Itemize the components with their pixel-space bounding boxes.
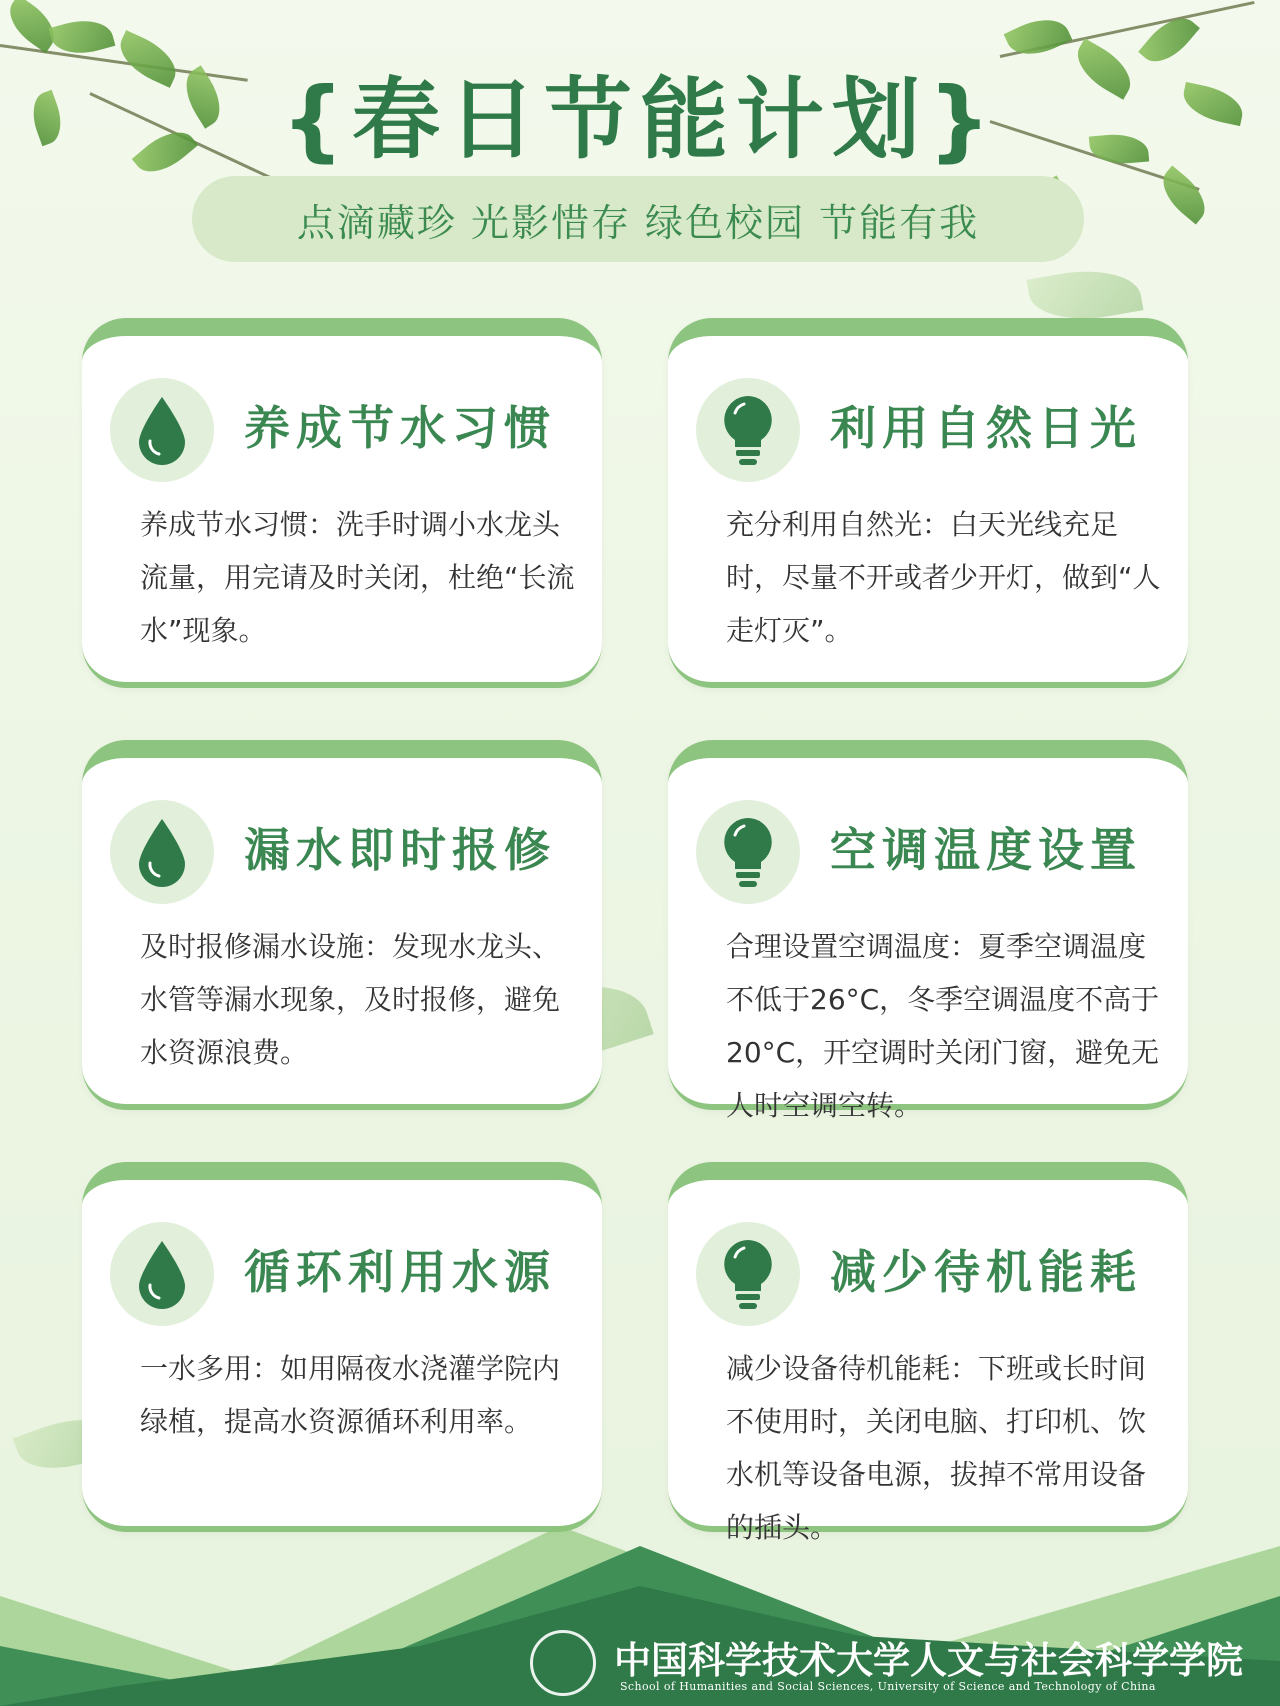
card-text: 及时报修漏水设施：发现水龙头、水管等漏水现象，及时报修，避免水资源浪费。: [140, 930, 561, 1069]
card-title: 漏水即时报修: [244, 823, 556, 877]
slogan-text: 点滴藏珍 光影惜存 绿色校园 节能有我: [296, 200, 980, 245]
icon-badge: [110, 800, 214, 904]
card-text: 养成节水习惯：洗手时调小水龙头流量，用完请及时关闭，杜绝“长流水”现象。: [140, 508, 575, 647]
card-title: 利用自然日光: [830, 401, 1142, 455]
school-name: 中国科学技术大学人文与社会科学学院: [614, 1638, 1243, 1682]
icon-badge: [696, 1222, 800, 1326]
water-drop-icon: [135, 395, 189, 465]
card-text: 充分利用自然光：白天光线充足时，尽量不开或者少开灯，做到“人走灯灭”。: [726, 508, 1161, 647]
icon-badge: [696, 800, 800, 904]
water-drop-icon: [135, 1239, 189, 1309]
light-bulb-icon: [720, 393, 776, 467]
tip-card-ac-temperature: [668, 740, 1188, 1122]
tip-card-leak-report: [82, 740, 602, 1110]
icon-badge: [110, 378, 214, 482]
tip-card-water-reuse: [82, 1162, 602, 1532]
card-title: 空调温度设置: [830, 823, 1142, 877]
card-title: 养成节水习惯: [244, 401, 556, 455]
card-title: 减少待机能耗: [830, 1245, 1142, 1299]
page-title: {春日节能计划}: [281, 68, 999, 171]
tip-card-daylight: [668, 318, 1188, 688]
card-text: 合理设置空调温度：夏季空调温度不低于26°C，冬季空调温度不高于20°C，开空调时关闭门窗，避免无人时空调空转。: [726, 930, 1160, 1122]
slogan-banner: [192, 176, 1084, 262]
tip-card-standby-power: [668, 1162, 1188, 1544]
light-bulb-icon: [720, 1237, 776, 1311]
icon-badge: [110, 1222, 214, 1326]
university-emblem-icon: [530, 1630, 596, 1696]
card-text: 减少设备待机能耗：下班或长时间不使用时，关闭电脑、打印机、饮水机等设备电源，拔掉不常用设备的插头。: [726, 1352, 1147, 1544]
school-name-en: School of Humanities and Social Sciences, University of Science and Technology of China: [620, 1680, 1156, 1693]
tip-card-water-habit: [82, 318, 602, 688]
water-drop-icon: [135, 817, 189, 887]
card-text: 一水多用：如用隔夜水浇灌学院内绿植，提高水资源循环利用率。: [140, 1352, 561, 1438]
light-bulb-icon: [720, 815, 776, 889]
card-title: 循环利用水源: [244, 1245, 556, 1299]
icon-badge: [696, 378, 800, 482]
